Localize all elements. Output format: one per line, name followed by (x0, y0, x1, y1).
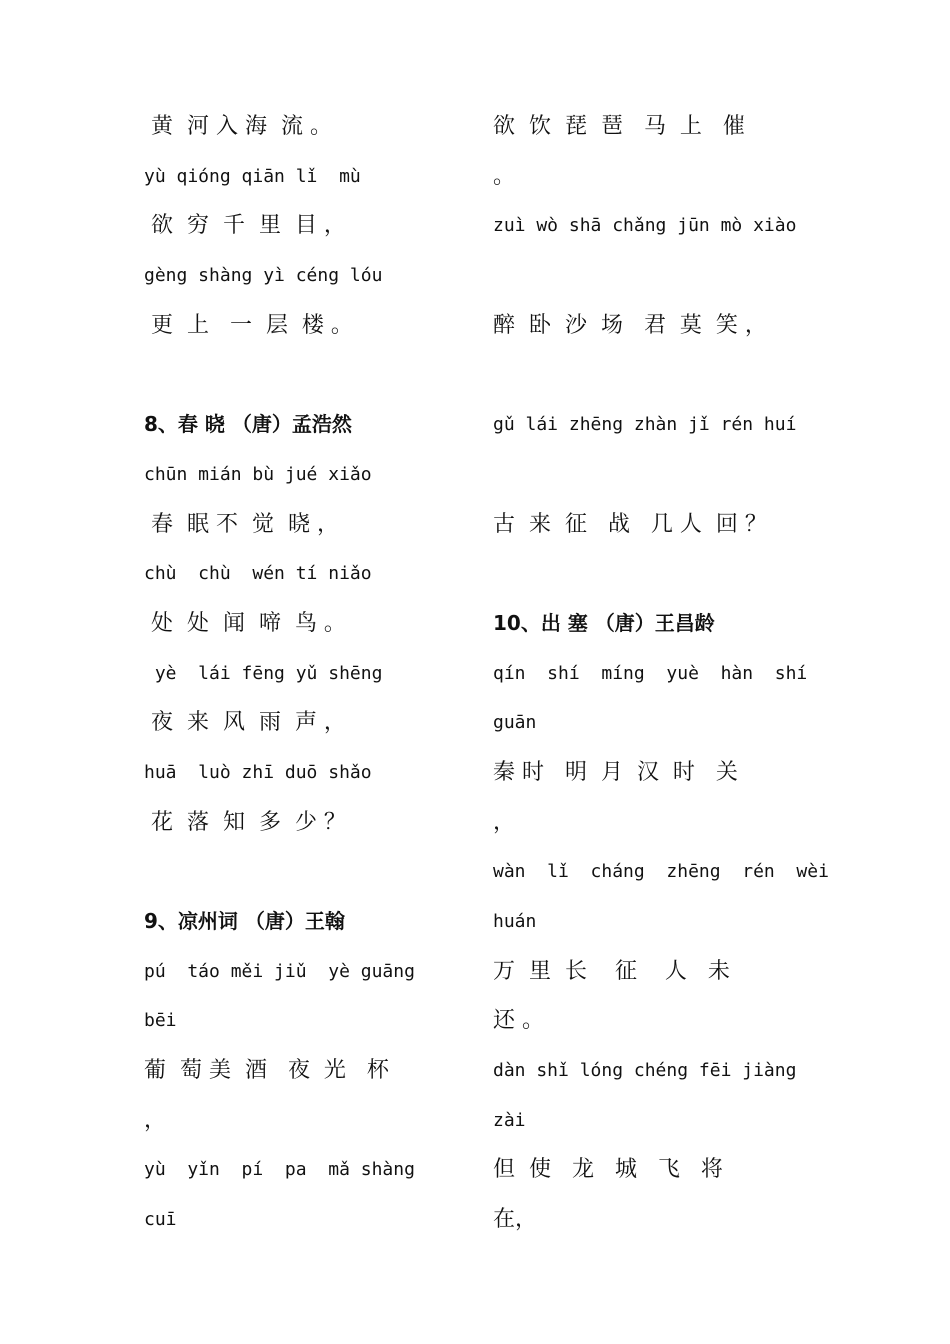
pinyin-line: gèng shàng yì céng lóu (144, 265, 383, 287)
blank-line (144, 350, 474, 400)
hanzi-line: 欲 饮 琵 琶 马 上 催 (493, 114, 745, 139)
pinyin-line: chù chù wén tí niǎo (144, 563, 372, 585)
pinyin-line: yè lái fēng yǔ shēng (144, 662, 383, 684)
blank-line (493, 251, 833, 301)
hanzi-line: 秦 时 明 月 汉 时 关 (493, 759, 738, 785)
hanzi-line: 花 落 知 多 少 ？ (144, 809, 346, 835)
blank-line (144, 847, 474, 897)
poem-title: 10、出 塞 （唐）王昌龄 (493, 610, 715, 635)
hanzi-line: ， (144, 1107, 167, 1133)
pinyin-line: huán (493, 911, 537, 932)
pinyin-line: huā luò zhī duō shǎo (144, 761, 372, 783)
pinyin-line: qín shí míng yuè hàn shí (493, 662, 808, 684)
hanzi-line: ， (493, 809, 516, 835)
pinyin-line: dàn shǐ lóng chéng fēi jiàng (493, 1060, 797, 1082)
hanzi-line: 处 处 闻 啼 鸟 。 (144, 610, 346, 636)
left-column (144, 102, 474, 1245)
poem-title: 8、春 晓 （唐）孟浩然 (144, 412, 352, 437)
hanzi-line: 葡 萄 美 酒 夜 光 杯 (144, 1058, 389, 1084)
right-column (493, 102, 833, 1245)
pinyin-line: zài (493, 1109, 526, 1131)
hanzi-line: 醉 卧 沙 场 君 莫 笑 ， (493, 312, 767, 338)
pinyin-line: gǔ lái zhēng zhàn jǐ rén huí (493, 414, 797, 436)
poem-title: 9、凉州词 （唐）王翰 (144, 909, 345, 933)
pinyin-line: chūn mián bù jué xiǎo (144, 463, 372, 485)
pinyin-line: cuī (144, 1209, 177, 1231)
pinyin-line: pú táo měi jiǔ yè guāng (144, 960, 415, 982)
hanzi-line: 但 使 龙 城 飞 将 (493, 1157, 723, 1183)
blank-line (493, 450, 833, 500)
hanzi-line: 欲 穷 千 里 目 ， (144, 213, 346, 239)
hanzi-line: 古 来 征 战 几 人 回 ？ (493, 511, 767, 537)
hanzi-line: 还 。 (493, 1008, 544, 1034)
hanzi-line: 黄 河 入 海 流 。 (144, 114, 332, 139)
pinyin-line: zuì wò shā chǎng jūn mò xiào (493, 215, 797, 237)
pinyin-line: wàn lǐ cháng zhēng rén wèi (493, 861, 829, 883)
pinyin-line: yù yǐn pí pa mǎ shàng (144, 1159, 415, 1181)
pinyin-line: bēi (144, 1010, 177, 1032)
blank-line (493, 549, 833, 599)
hanzi-line: 夜 来 风 雨 声 ， (144, 710, 346, 736)
hanzi-line: 春 眠 不 觉 晓 ， (144, 511, 339, 537)
blank-line (493, 350, 833, 400)
hanzi-line: 更 上 一 层 楼 。 (144, 312, 353, 338)
pinyin-line: guān (493, 712, 537, 734)
hanzi-line: 万 里 长 征 人 未 (493, 958, 730, 984)
hanzi-line: 。 (493, 163, 516, 189)
pinyin-line: yù qióng qiān lǐ mù (144, 165, 361, 187)
hanzi-line: 在， (493, 1207, 538, 1233)
